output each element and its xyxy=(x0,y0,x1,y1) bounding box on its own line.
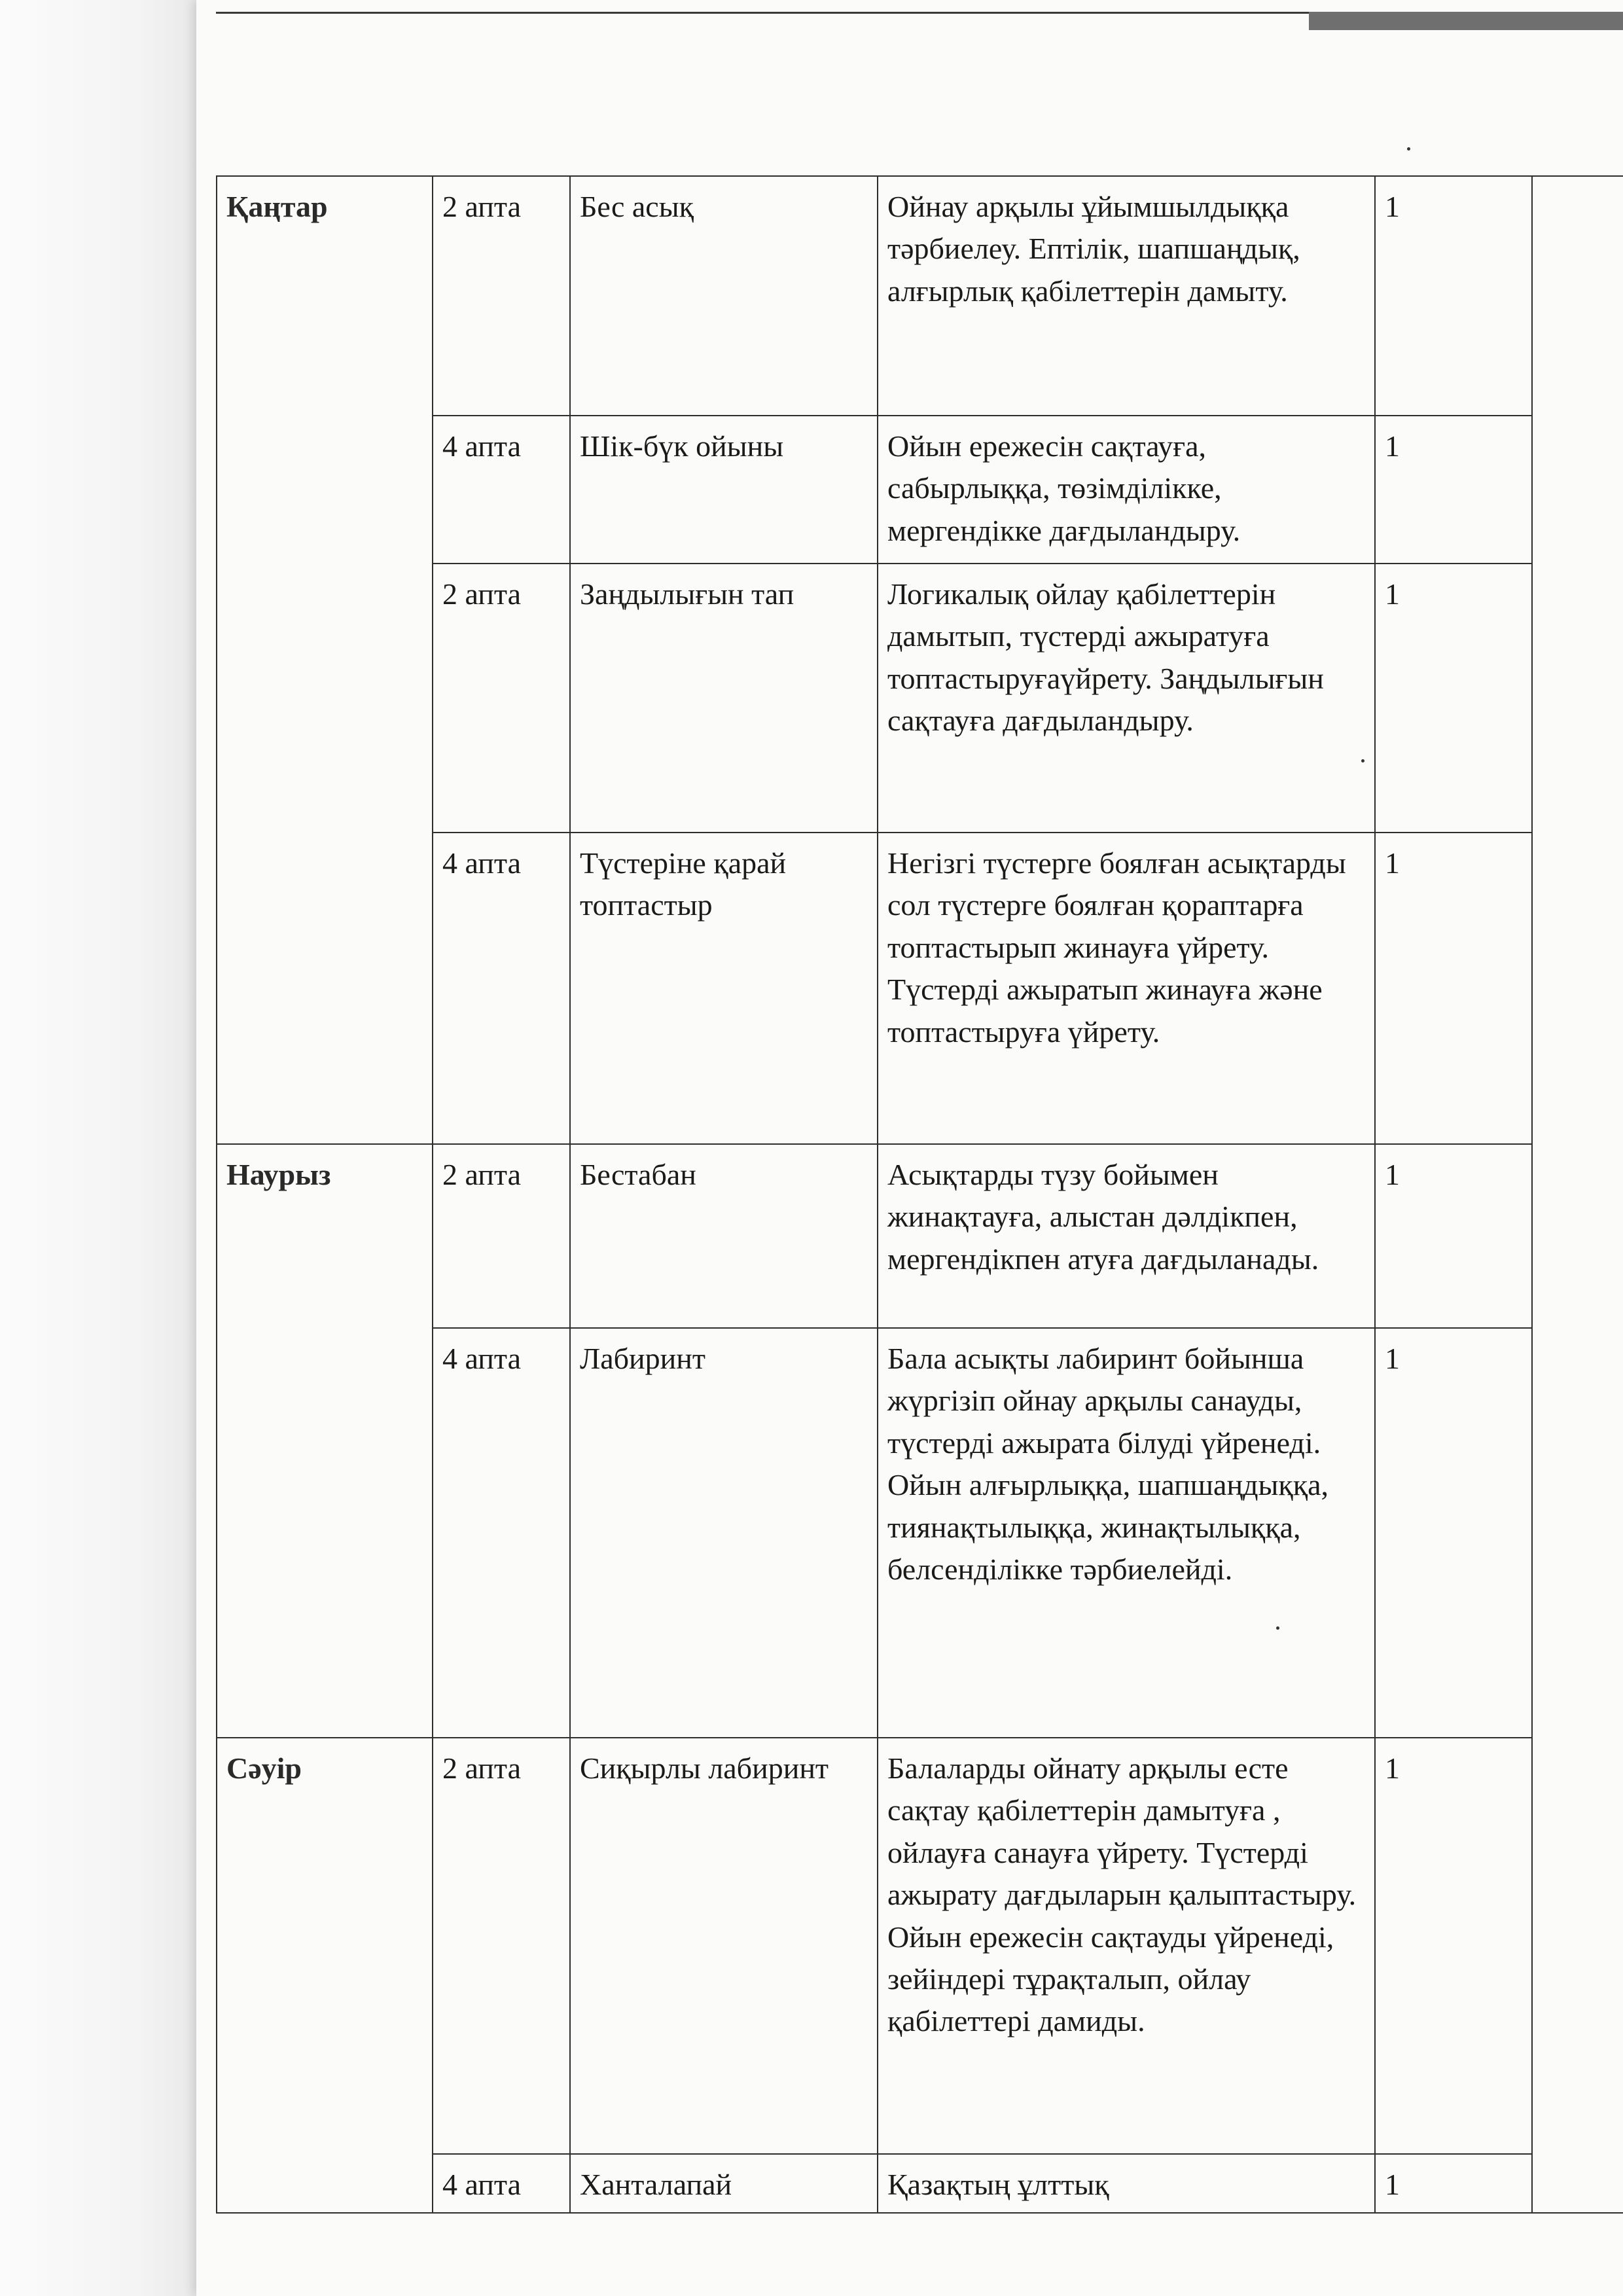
game-title-cell: Сиқырлы лабиринт xyxy=(570,1738,878,2154)
table-row xyxy=(217,1738,1623,2154)
month-cell: Наурыз xyxy=(217,1144,433,1738)
left-page-margin xyxy=(0,0,196,2296)
game-title-cell: Бес асық xyxy=(570,176,878,416)
game-title-cell: Шік-бүк ойыны xyxy=(570,416,878,564)
hours-cell: 1 xyxy=(1375,564,1532,833)
goal-cell: Асықтарды түзу бойымен жинақтауға, алыстан дәлдікпен, мергендікпен атуға дағдыланады. xyxy=(878,1144,1375,1328)
week-cell: 4 апта xyxy=(433,416,570,564)
hours-cell: 1 xyxy=(1375,1738,1532,2154)
scan-speck xyxy=(1407,147,1410,151)
game-title-cell: Лабиринт xyxy=(570,1328,878,1738)
game-title-cell: Түстеріне қарай топтастыр xyxy=(570,833,878,1144)
goal-cell: Бала асықты лабиринт бойынша жүргізіп ойнау арқылы санауды, түстерді ажырата білуді үйренеді. Ойын алғырлыққа, шапшаңдыққа, тиянақтылыққа, жинақтылыққа, белсенділікке тәрбиелейді. xyxy=(878,1328,1375,1738)
game-title-cell: Ханталапай xyxy=(570,2154,878,2213)
goal-cell: Логикалық ойлау қабілеттерін дамытып, түстерді ажыратуға топтастыруғаүйрету. Заңдылығын сақтауға дағдыландыру. xyxy=(878,564,1375,833)
hours-cell: 1 xyxy=(1375,2154,1532,2213)
week-cell: 2 апта xyxy=(433,1144,570,1328)
hours-cell: 1 xyxy=(1375,176,1532,416)
goal-cell: Ойын ережесін сақтауға, сабырлыққа, төзімділікке, мергендікке дағдыландыру. xyxy=(878,416,1375,564)
week-cell: 4 апта xyxy=(433,2154,570,2213)
lesson-plan-table xyxy=(216,175,1623,2214)
goal-cell: Ойнау арқылы ұйымшылдыққа тәрбиелеу. Ептілік, шапшаңдық, алғырлық қабілеттерін дамыту. xyxy=(878,176,1375,416)
table-row xyxy=(217,1144,1623,1328)
game-title-cell: Заңдылығын тап xyxy=(570,564,878,833)
week-cell: 2 апта xyxy=(433,1738,570,2154)
hours-cell: 1 xyxy=(1375,1328,1532,1738)
hours-cell: 1 xyxy=(1375,833,1532,1144)
table-row xyxy=(217,176,1623,416)
week-cell: 2 апта xyxy=(433,564,570,833)
goal-cell: Негізгі түстерге боялған асықтарды сол түстерге боялған қораптарға топтастырып жинауға үйрету. Түстерді ажыратып жинауға және топтастыруға үйрету. xyxy=(878,833,1375,1144)
hours-cell: 1 xyxy=(1375,1144,1532,1328)
page-corner-shadow xyxy=(1309,12,1623,30)
week-cell: 4 апта xyxy=(433,1328,570,1738)
week-cell: 2 апта xyxy=(433,176,570,416)
game-title-cell: Бестабан xyxy=(570,1144,878,1328)
week-cell: 4 апта xyxy=(433,833,570,1144)
month-cell: Қаңтар xyxy=(217,176,433,1144)
hours-cell: 1 xyxy=(1375,416,1532,564)
empty-column-cell xyxy=(1532,176,1623,2213)
goal-cell: Қазақтың ұлттық xyxy=(878,2154,1375,2213)
month-cell: Сәуір xyxy=(217,1738,433,2213)
goal-cell: Балаларды ойнату арқылы есте сақтау қабілеттерін дамытуға , ойлауға санауға үйрету. Түстерді ажырату дағдыларын қалыптастыру. Ойын ережесін сақтауды үйренеді, зейіндері тұрақталып, ойлау қабілеттері дамиды. xyxy=(878,1738,1375,2154)
